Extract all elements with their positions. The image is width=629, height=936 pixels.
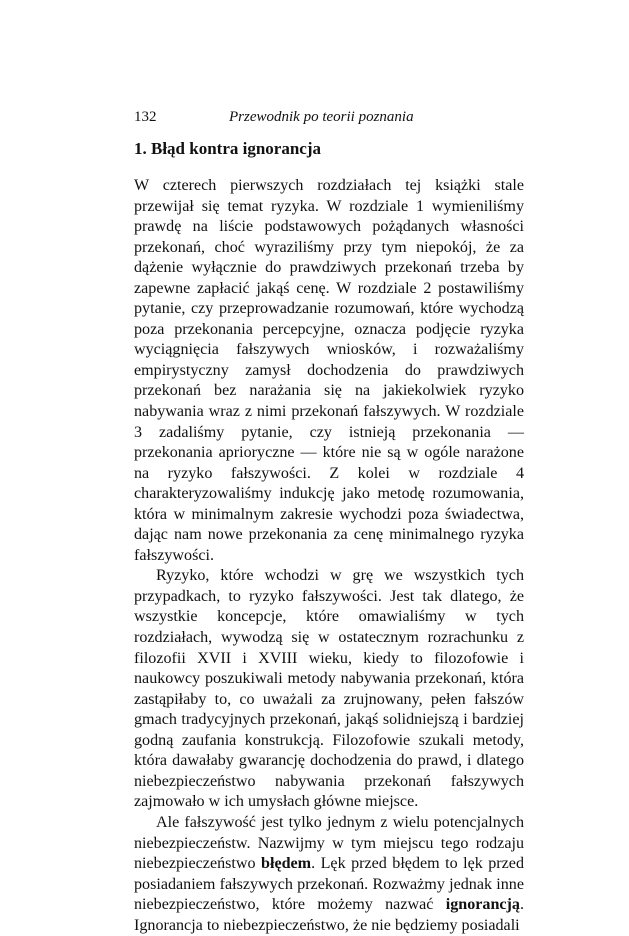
body-text — [134, 176, 524, 936]
term-blad: błędem — [261, 855, 312, 873]
paragraph-3-text-c: . Ignorancja to niebezpieczeństwo, że nie będziemy posiadali — [134, 896, 524, 934]
page-number: 132 — [134, 109, 157, 125]
paragraph-2: Ryzyko, które wchodzi w grę we wszystkich tych przypadkach, to ryzyko fałszywości. Jest tak dlatego, że wszystkie koncepcje, które omawialiśmy w tych rozdziałach, wywodzą się w ostatecznym rozrachunku z filozofii XVII i XVIII wieku, kiedy to filozofowie i naukowcy poszukiwali metody nabywania przekonań, która zastąpiłaby to, co uważali za zrujnowany, pełen fałszów gmach tradycyjnych przekonań, jakąś solidniejszą i bardziej godną zaufania konstrukcją. Filozofowie szukali metody, która dawałaby gwarancję dochodzenia do prawd, i dlatego niebezpieczeństwo nabywania przekonań fałszywych zajmowało w ich umysłach główne miejsce. — [134, 567, 524, 811]
running-head — [134, 106, 524, 128]
paragraph-3 — [134, 813, 524, 936]
running-title: Przewodnik po teorii poznania — [229, 109, 414, 125]
term-ignorancja: ignorancją — [445, 896, 520, 914]
paragraph-1: W czterech pierwszych rozdziałach tej książki stale przewijał się temat ryzyka. W rozdziale 1 wymieniliśmy prawdę na liście podstawowych pożądanych własności przekonań, choć wyraziliśmy przy tym niepokój, że za dążenie wyłącznie do prawdziwych przekonań trzeba by zapewne zapłacić jakąś cenę. W rozdziale 2 postawiliśmy pytanie, czy przeprowadzanie rozumowań, które wychodzą poza przekonania percepcyjne, oznacza podjęcie ryzyka wyciągnięcia fałszywych wniosków, i rozważaliśmy empirystyczny zamysł dochodzenia do prawdziwych przekonań bez narażania się na jakiekolwiek ryzyko nabywania wraz z nimi przekonań fałszywych. W rozdziale 3 zadaliśmy pytanie, czy istnieją przekonania — przekonania aprioryczne — które nie są w ogóle narażone na ryzyko fałszywości. Z kolei w rozdziale 4 charakteryzowaliśmy indukcję jako metodę rozumowania, która w minimalnym zakresie wychodzi poza świadectwa, dając nam nowe przekonania za cenę minimalnego ryzyka fałszywości. — [134, 177, 524, 564]
section-heading: 1. Błąd kontra ignorancja — [134, 139, 322, 158]
paragraph-3-text-a: Ale fałszywość jest tylko jednym z wielu potencjalnych niebezpieczeństw. Nazwijmy w tym miejscu tego rodzaju niebezpieczeństwo — [134, 813, 524, 873]
paragraph-3-text-b: . Lęk przed błędem to lęk przed posiadaniem fałszywych przekonań. Rozważmy jednak inne niebezpieczeństwo, które możemy nazwać — [134, 855, 524, 914]
